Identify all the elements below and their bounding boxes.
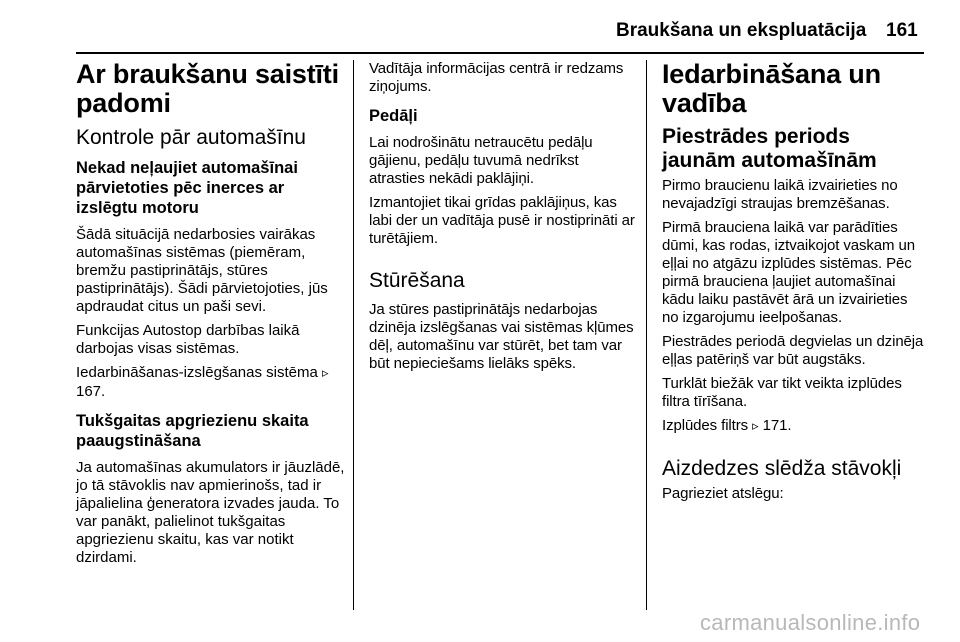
subsection-title-steering: Stūrēšana (369, 269, 465, 292)
paragraph-systems-inactive: Šādā situācijā nedarbosies vairākas automašīnas sistēmas (piemēram, bremžu pastiprinātājs, stūres pastiprinātājs). Šādi pārvietojoties, jūs apdraudat citus un paši sevi. (76, 226, 328, 315)
exhaust-filter-label: Izplūdes filtrs (662, 417, 749, 434)
column-2 (369, 60, 635, 379)
subsection-title-ignition-positions: Aizdedzes slēdža stāvokļi (662, 457, 902, 480)
page-reference-link[interactable]: 171. (762, 417, 792, 434)
column-1 (76, 60, 346, 573)
section-title-starting-operating: Iedarbināšana un vadība (662, 59, 881, 118)
running-header-title: Braukšana un ekspluatācija (616, 20, 867, 41)
subsection-title-running-in: Piestrādes periods jaunām automašīnām (662, 125, 877, 172)
header-rule (76, 52, 924, 54)
watermark: carmanualsonline.info (700, 610, 921, 635)
page-number: 161 (886, 20, 918, 41)
paragraph-autostop: Funkcijas Autostop darbības laikā darbojas visas sistēmas. (76, 322, 300, 357)
paragraph-power-steering: Ja stūres pastiprinātājs nedarbojas dzinēja izslēgšanas vai sistēmas kļūmes dēļ, automašīnu var stūrēt, bet tam var būt nepieciešams lielāks spēks. (369, 301, 634, 372)
column-3 (662, 60, 924, 509)
page-reference-link[interactable]: 167. (76, 383, 106, 400)
column-divider-2 (646, 60, 647, 610)
paragraph-battery-charging: Ja automašīnas akumulators ir jāuzlādē, jo tā stāvoklis nav apmierinošs, tad ir jāpalielina ģeneratora izvades jauda. To var panākt, palielinot tukšgaitas apgriezienu skaitu, kas var notikt dzirdami. (76, 459, 345, 566)
heading-pedals: Pedāļi (369, 107, 418, 125)
heading-idle-speed-boost: Tukšgaitas apgriezienu skaita paaugstināšana (76, 412, 309, 450)
paragraph-smoke: Pirmā brauciena laikā var parādīties dūmi, kas rodas, iztvaikojot vaskam un eļļai no atgāzu izplūdes sistēmas. Pēc pirmā brauciena ļaujiet automašīnai kādu laiku pastāvēt ārā un izvairieties no izgarojumu ieelpošanas. (662, 219, 915, 326)
subsection-title-vehicle-control: Kontrole pār automašīnu (76, 126, 306, 149)
paragraph-avoid-braking: Pirmo braucienu laikā izvairieties no nevajadzīgi straujas bremzēšanas. (662, 177, 898, 212)
paragraph-fuel-oil-consumption: Piestrādes periodā degvielas un dzinēja eļļas patēriņš var būt augstāks. (662, 333, 924, 368)
stop-start-label: Iedarbināšanas-izslēgšanas sistēma (76, 364, 318, 381)
page-reference-icon: ▹ (752, 419, 759, 434)
paragraph-turn-key: Pagrieziet atslēgu: (662, 485, 784, 502)
column-divider-1 (353, 60, 354, 610)
heading-never-coast: Nekad neļaujiet automašīnai pārvietoties pēc inerces ar izslēgtu motoru (76, 159, 298, 217)
paragraph-floor-mats: Izmantojiet tikai grīdas paklājiņus, kas labi der un vadītāja pusē ir nostiprināti ar turētājiem. (369, 194, 635, 247)
paragraph-exhaust-filter-ref (662, 417, 924, 436)
paragraph-driver-info-message: Vadītāja informācijas centrā ir redzams ziņojums. (369, 60, 624, 95)
paragraph-pedal-travel: Lai nodrošinātu netraucētu pedāļu gājienu, pedāļu tuvumā nedrīkst atrasties nekādi paklājiņi. (369, 134, 593, 187)
paragraph-exhaust-filter-cleaning: Turklāt biežāk var tikt veikta izplūdes filtra tīrīšana. (662, 375, 902, 410)
paragraph-stop-start-ref (76, 364, 346, 401)
section-title-driving-tips: Ar braukšanu saistīti padomi (76, 59, 339, 118)
page-reference-icon: ▹ (321, 366, 329, 381)
